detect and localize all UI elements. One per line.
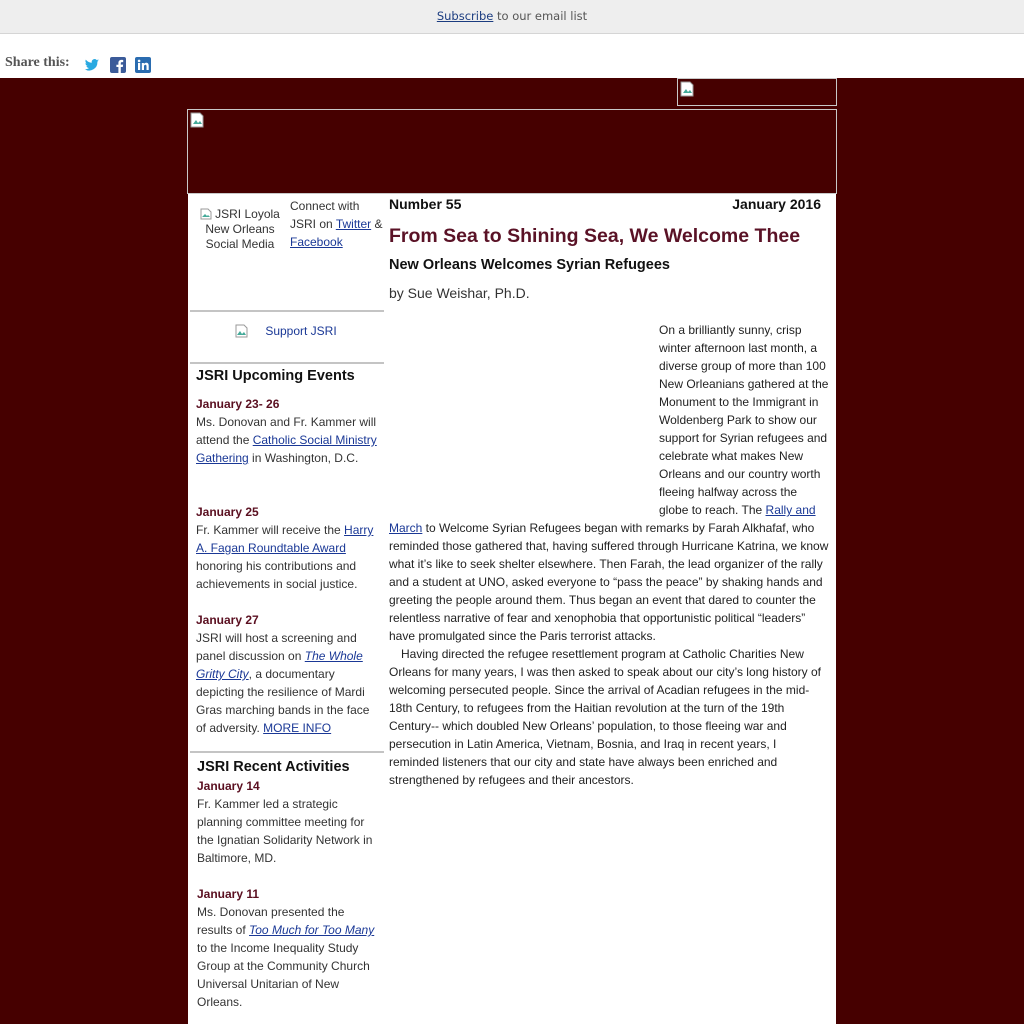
event-date: January 27	[196, 613, 259, 627]
share-bar	[0, 34, 1024, 78]
event-link[interactable]: Harry A. Fagan Roundtable Award	[196, 523, 374, 555]
connect-and: &	[371, 217, 383, 231]
share-label: Share this:	[5, 55, 70, 70]
social-media-image-alt: JSRI Loyola New Orleans Social Media	[205, 207, 280, 251]
subscribe-link[interactable]: Subscribe	[436, 9, 494, 23]
event-link[interactable]: Catholic Social Ministry Gathering	[196, 433, 377, 465]
activity-link-title: Too Much for Too Many	[249, 923, 375, 937]
article-headline: From Sea to Shining Sea, We Welcome Thee	[389, 225, 801, 247]
newsletter-banner-image	[187, 109, 837, 194]
article-image-placeholder	[389, 321, 659, 518]
article-body	[389, 321, 829, 789]
upcoming-event	[196, 503, 378, 593]
event-date: January 25	[196, 505, 259, 519]
issue-number: Number 55	[389, 196, 462, 212]
article-paragraph: Having directed the refugee resettlement program at Catholic Charities New Orleans for many years, I was then asked to speak about our city’s long history of welcoming persecuted people. Since the arrival of Acadian refugees in the mid-18th Century, to refugees from the Haitian revolution at the turn of the 19th Century-- which doubled New Orleans’ population, to those fleeing war and persecution in Latin America, Vietnam, Bosnia, and Iraq in recent years, I reminded listeners that our city and state have always been enriched and strengthened by refugees and their ancestors.	[389, 647, 821, 787]
activity-text: Ms. Donovan presented the results of	[197, 905, 345, 937]
recent-activity	[197, 885, 379, 1011]
sidebar-divider	[190, 751, 384, 753]
rally-and-march-link[interactable]: Rally and March	[389, 503, 816, 535]
activity-date: January 11	[197, 887, 260, 901]
issue-date: January 2016	[732, 196, 821, 212]
recent-activities-title: JSRI Recent Activities	[197, 759, 350, 775]
recent-activity	[197, 777, 379, 867]
broken-image-icon	[680, 81, 694, 97]
sidebar	[188, 194, 384, 1024]
linkedin-icon[interactable]	[135, 57, 151, 73]
connect-text: Connect with JSRI on	[290, 199, 360, 231]
article	[389, 194, 829, 1024]
activity-date: January 14	[197, 779, 260, 793]
upcoming-event	[196, 395, 378, 467]
broken-image-icon	[190, 112, 204, 128]
sidebar-divider	[190, 362, 384, 364]
event-text: honoring his contributions and achievements in social justice.	[196, 559, 358, 591]
social-media-image	[198, 207, 282, 252]
support-jsri-label: Support JSRI	[265, 324, 337, 338]
twitter-icon[interactable]	[84, 57, 100, 73]
upcoming-events-title: JSRI Upcoming Events	[196, 368, 355, 384]
event-text: , a documentary depicting the resilience of Mardi Gras marching bands in the face of adversity.	[196, 667, 370, 735]
twitter-link[interactable]: Twitter	[335, 217, 372, 231]
facebook-icon[interactable]	[110, 57, 126, 73]
activity-text: Fr. Kammer led a strategic planning committee meeting for the Ignatian Solidarity Network in Baltimore, MD.	[197, 797, 373, 865]
broken-image-icon	[235, 324, 249, 338]
support-jsri-link[interactable]	[188, 324, 384, 338]
activity-text: to the Income Inequality Study Group at the Community Church Universal Unitarian of New Orleans.	[197, 941, 370, 1009]
broken-image-icon	[200, 208, 212, 220]
event-link-title: The Whole Gritty City	[196, 649, 363, 681]
facebook-link[interactable]: Facebook	[290, 235, 343, 249]
paragraph-text: to Welcome Syrian Refugees began with remarks by Farah Alkhafaf, who reminded those gathered that, having suffered through Hurricane Katrina, we know what it’s like to seek shelter elsewhere. Then Farah, the lead organizer of the rally and a student at UNO, asked everyone to “pass the peace” by shaking hands and greeting the people around them. Thus began an event that dared to counter the relentless narrative of fear and xenophobia that opportunistic political “leaders” have promulgated since the Paris terrorist attacks.	[389, 521, 829, 643]
connect-with-jsri	[290, 197, 386, 251]
activity-link[interactable]	[249, 923, 374, 937]
newsletter-content	[188, 194, 836, 1024]
event-text: in Washington, D.C.	[248, 451, 359, 465]
sidebar-divider	[190, 310, 384, 312]
event-date: January 23- 26	[196, 397, 280, 411]
event-text: JSRI will host a screening and panel discussion on	[196, 631, 357, 663]
subscribe-text: to our email list	[493, 9, 588, 23]
header-small-image	[677, 78, 837, 106]
more-info-link[interactable]: MORE INFO	[263, 721, 332, 735]
paragraph-text: On a brilliantly sunny, crisp winter afternoon last month, a diverse group of more than 100 New Orleanians gathered at the Monument to the Immigrant in Woldenberg Park to show our support for Syrian refugees and celebrate what makes New Orleans and our country worth fleeing halfway across the globe to reach. The	[659, 323, 829, 517]
subscribe-bar	[0, 0, 1024, 34]
article-subhead: New Orleans Welcomes Syrian Refugees	[389, 257, 670, 273]
article-byline: by Sue Weishar, Ph.D.	[389, 285, 530, 301]
upcoming-event	[196, 611, 378, 737]
event-text: Ms. Donovan and Fr. Kammer will attend the	[196, 415, 377, 447]
event-text: Fr. Kammer will receive the	[196, 523, 345, 537]
